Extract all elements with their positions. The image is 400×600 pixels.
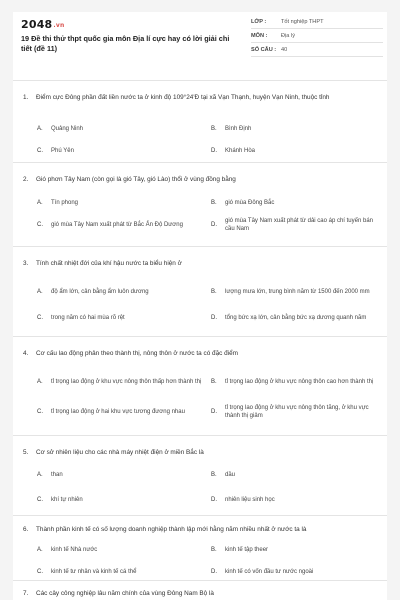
question-number: 7.: [23, 590, 29, 597]
option-d[interactable]: [211, 217, 377, 233]
document-meta: [251, 15, 383, 57]
option-a[interactable]: [37, 195, 197, 211]
option-letter: B.: [211, 125, 217, 132]
option-text: tổng bức xạ lớn, cân bằng bức xạ dương quanh năm: [225, 314, 367, 321]
option-b[interactable]: [211, 284, 377, 300]
option-letter: D.: [211, 568, 217, 575]
meta-key: MÔN :: [251, 32, 268, 39]
option-text: khí tự nhiên: [51, 496, 83, 503]
question-text: Tính chất nhiệt đới của khí hậu nước ta biểu hiện ở: [36, 260, 182, 267]
option-b[interactable]: [211, 195, 377, 211]
option-letter: A.: [37, 471, 43, 478]
option-letter: C.: [37, 147, 43, 154]
option-letter: D.: [211, 314, 217, 321]
option-text: lượng mưa lớn, trung bình năm từ 1500 đến 2000 mm: [225, 288, 370, 295]
option-text: nhiên liệu sinh học: [225, 496, 275, 503]
option-d[interactable]: [211, 143, 377, 159]
page-header: [13, 12, 387, 60]
document-page: [13, 12, 387, 600]
option-text: tỉ trọng lao động ở khu vực nông thôn tăng, ở khu vực thành thị giảm: [225, 404, 369, 419]
meta-row-class: [251, 15, 383, 29]
option-text: gió mùa Tây Nam xuất phát từ dải cao áp chí tuyến bán cầu Nam: [225, 217, 373, 232]
question-number: 2.: [23, 176, 29, 183]
question-number: 6.: [23, 526, 29, 533]
option-letter: A.: [37, 199, 43, 206]
option-text: độ ẩm lớn, cân bằng ẩm luôn dương: [51, 288, 149, 295]
meta-key: LỚP :: [251, 18, 267, 25]
meta-row-count: [251, 43, 383, 57]
question-number: 3.: [23, 260, 29, 267]
question-stem: [23, 525, 379, 534]
option-c[interactable]: [37, 217, 197, 233]
option-letter: C.: [37, 314, 43, 321]
option-text: trong năm có hai mùa rõ rệt: [51, 314, 125, 321]
option-text: tỉ trọng lao động ở hai khu vực tương đương nhau: [51, 408, 185, 415]
option-text: Bình Định: [225, 125, 252, 132]
logo-domain: .vn: [53, 22, 65, 29]
question-number: 5.: [23, 449, 29, 456]
option-letter: B.: [211, 471, 217, 478]
option-c[interactable]: [37, 143, 197, 159]
question-4: [13, 336, 387, 434]
meta-value: Địa lý: [281, 32, 295, 39]
question-5: [13, 435, 387, 515]
option-text: Tín phong: [51, 199, 79, 206]
option-letter: C.: [37, 221, 43, 228]
question-stem: [23, 589, 379, 598]
option-text: gió mùa Đông Bắc: [225, 199, 275, 206]
question-7: [13, 580, 387, 600]
option-letter: C.: [37, 408, 43, 415]
meta-row-subject: [251, 29, 383, 43]
option-text: than: [51, 471, 63, 478]
option-a[interactable]: [37, 467, 197, 483]
option-text: kinh tế tập theer: [225, 546, 269, 553]
question-stem: [23, 349, 379, 358]
option-b[interactable]: [211, 374, 377, 390]
question-number: 4.: [23, 350, 29, 357]
option-text: Khánh Hòa: [225, 147, 256, 154]
option-letter: A.: [37, 546, 43, 553]
question-number: 1.: [23, 94, 29, 101]
option-a[interactable]: [37, 121, 197, 137]
option-d[interactable]: [211, 564, 377, 580]
option-letter: B.: [211, 378, 217, 385]
option-a[interactable]: [37, 542, 197, 558]
question-3: [13, 246, 387, 336]
question-2: [13, 162, 387, 248]
option-d[interactable]: [211, 404, 377, 420]
option-text: Phú Yên: [51, 147, 74, 154]
option-d[interactable]: [211, 492, 377, 508]
option-text: gió mùa Tây Nam xuất phát từ Bắc Ấn Độ Dương: [51, 221, 183, 228]
meta-value: 40: [281, 46, 288, 53]
option-a[interactable]: [37, 374, 207, 390]
option-c[interactable]: [37, 564, 207, 580]
question-text: Cơ sở nhiên liệu cho các nhà máy nhiệt điện ở miền Bắc là: [36, 449, 204, 456]
option-d[interactable]: [211, 310, 377, 326]
question-text: Gió phơn Tây Nam (còn gọi là gió Tây, gió Lào) thổi ở vùng đồng bằng: [36, 176, 236, 183]
option-text: tỉ trọng lao động ở khu vực nông thôn thấp hơn thành thị: [51, 378, 202, 385]
option-a[interactable]: [37, 284, 197, 300]
option-b[interactable]: [211, 542, 377, 558]
question-stem: [23, 93, 379, 102]
option-letter: B.: [211, 546, 217, 553]
document-title: 19 Đề thi thử thpt quốc gia môn Địa lí cực hay có lời giải chi tiết (đề 11): [21, 34, 230, 53]
option-letter: D.: [211, 496, 217, 503]
question-stem: [23, 259, 379, 268]
site-logo[interactable]: [21, 18, 64, 31]
question-text: Cơ cấu lao động phân theo thành thị, nông thôn ở nước ta có đặc điểm: [36, 350, 238, 357]
option-letter: B.: [211, 199, 217, 206]
option-text: Quảng Ninh: [51, 125, 84, 132]
question-stem: [23, 448, 379, 457]
option-c[interactable]: [37, 492, 197, 508]
question-text: Thành phần kinh tế có số lượng doanh nghiệp thành lập mới hằng năm nhiều nhất ở nước ta là: [36, 526, 307, 533]
question-6: [13, 515, 387, 580]
option-letter: A.: [37, 288, 43, 295]
option-letter: A.: [37, 378, 43, 385]
option-letter: C.: [37, 568, 43, 575]
option-letter: D.: [211, 408, 217, 415]
option-text: kinh tế Nhà nước: [51, 546, 98, 553]
meta-value: Tốt nghiệp THPT: [281, 18, 324, 25]
option-letter: B.: [211, 288, 217, 295]
question-text: Các cây công nghiệp lâu năm chính của vùng Đông Nam Bộ là: [36, 590, 214, 597]
question-1: [13, 80, 387, 170]
logo-text: 2048: [21, 18, 53, 31]
option-text: dầu: [225, 471, 236, 478]
option-text: tỉ trọng lao động ở khu vực nông thôn cao hơn thành thị: [225, 378, 374, 385]
question-text: Điểm cực Đông phần đất liền nước ta ở kinh độ 109°24'Đ tại xã Vạn Thạnh, huyện Vạn Ninh, thuộc tỉnh: [36, 94, 330, 101]
option-letter: D.: [211, 221, 217, 228]
option-b[interactable]: [211, 467, 377, 483]
option-c[interactable]: [37, 310, 197, 326]
question-stem: [23, 175, 379, 184]
option-b[interactable]: [211, 121, 377, 137]
option-letter: C.: [37, 496, 43, 503]
option-text: kinh tế có vốn đầu tư nước ngoài: [225, 568, 314, 575]
option-text: kinh tế tư nhân và kinh tế cá thể: [51, 568, 137, 575]
meta-key: SỐ CÂU :: [251, 46, 277, 53]
option-c[interactable]: [37, 404, 207, 420]
option-letter: A.: [37, 125, 43, 132]
option-letter: D.: [211, 147, 217, 154]
